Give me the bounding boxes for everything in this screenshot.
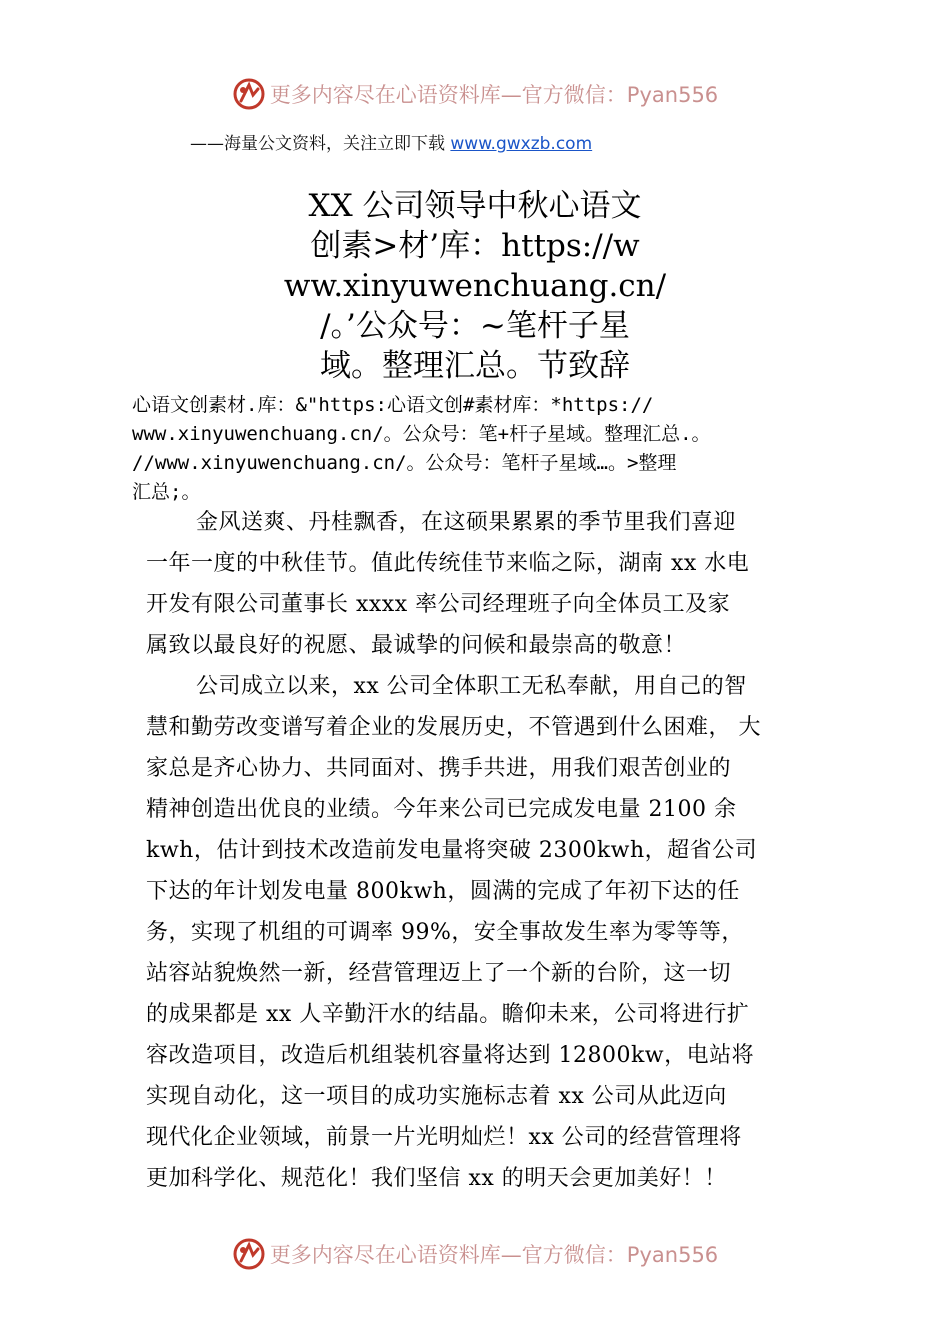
body-line: 公司成立以来，xx 公司全体职工无私奉献，用自己的智 — [196, 674, 747, 699]
body-line: 下达的年计划发电量 800kwh，圆满的完成了年初下达的任 — [146, 879, 740, 904]
brand-logo-icon — [232, 1237, 266, 1271]
body-line: 金风送爽、丹桂飘香，在这硕果累累的季节里我们喜迎 — [196, 510, 737, 535]
body-line: 现代化企业领域，前景一片光明灿烂！xx 公司的经营管理将 — [146, 1125, 742, 1150]
body-line: 的成果都是 xx 人辛勤汗水的结晶。瞻仰未来，公司将进行扩 — [146, 1002, 750, 1027]
title-line: XX 公司领导中秋心语文 — [308, 188, 642, 224]
body-line: 慧和勤劳改变谱写着企业的发展历史，不管遇到什么困难， 大 — [146, 715, 761, 740]
banner-text: 更多内容尽在心语资料库—官方微信：Pyan556 — [269, 83, 719, 107]
body-text — [146, 502, 826, 1199]
body-line: kwh，估计到技术改造前发电量将突破 2300kwh，超省公司 — [146, 838, 758, 863]
page-title — [270, 186, 680, 386]
title-line: 创素>材’库：https://w — [310, 228, 640, 264]
intro-line: 汇总;。 — [132, 481, 201, 503]
body-line: 家总是齐心协力、共同面对、携手共进，用我们艰苦创业的 — [146, 756, 732, 781]
download-link[interactable]: www.gwxzb.com — [450, 134, 593, 154]
intro-paragraph — [132, 391, 852, 507]
body-line: 精神创造出优良的业绩。今年来公司已完成发电量 2100 余 — [146, 797, 737, 822]
body-line: 容改造项目，改造后机组装机容量将达到 12800kw，电站将 — [146, 1043, 755, 1068]
body-line: 站容站貌焕然一新，经营管理迈上了一个新的台阶，这一切 — [146, 961, 732, 986]
header-banner — [0, 74, 950, 114]
intro-line: www.xinyuwenchuang.cn/。公众号：笔+杆子星域。整理汇总.。 — [132, 423, 711, 445]
body-line: 实现自动化，这一项目的成功实施标志着 xx 公司从此迈向 — [146, 1084, 727, 1109]
intro-line: //www.xinyuwenchuang.cn/。公众号：笔杆子星域…。>整理 — [132, 452, 677, 474]
body-line: 一年一度的中秋佳节。值此传统佳节来临之际，湖南 xx 水电 — [146, 551, 750, 576]
title-line: /。’公众号：~笔杆子星 — [320, 308, 630, 344]
body-line: 开发有限公司董事长 xxxx 率公司经理班子向全体员工及家 — [146, 592, 731, 617]
body-line: 更加科学化、规范化！我们坚信 xx 的明天会更加美好！！ — [146, 1166, 727, 1191]
sub-header-text: ——海量公文资料，关注立即下载 — [190, 134, 451, 154]
title-line: 域。整理汇总。节致辞 — [320, 348, 630, 384]
brand-logo-icon — [232, 77, 266, 111]
intro-line: 心语文创素材.库：&"https:心语文创#素材库：*https:// — [132, 394, 654, 416]
title-line: ww.xinyuwenchuang.cn/ — [283, 268, 667, 304]
banner-text: 更多内容尽在心语资料库—官方微信：Pyan556 — [269, 1243, 719, 1267]
footer-banner — [0, 1234, 950, 1274]
body-line: 属致以最良好的祝愿、最诚挚的问候和最崇高的敬意！ — [146, 633, 687, 658]
body-line: 务，实现了机组的可调率 99%，安全事故发生率为零等等， — [146, 920, 744, 945]
sub-header — [190, 129, 592, 154]
